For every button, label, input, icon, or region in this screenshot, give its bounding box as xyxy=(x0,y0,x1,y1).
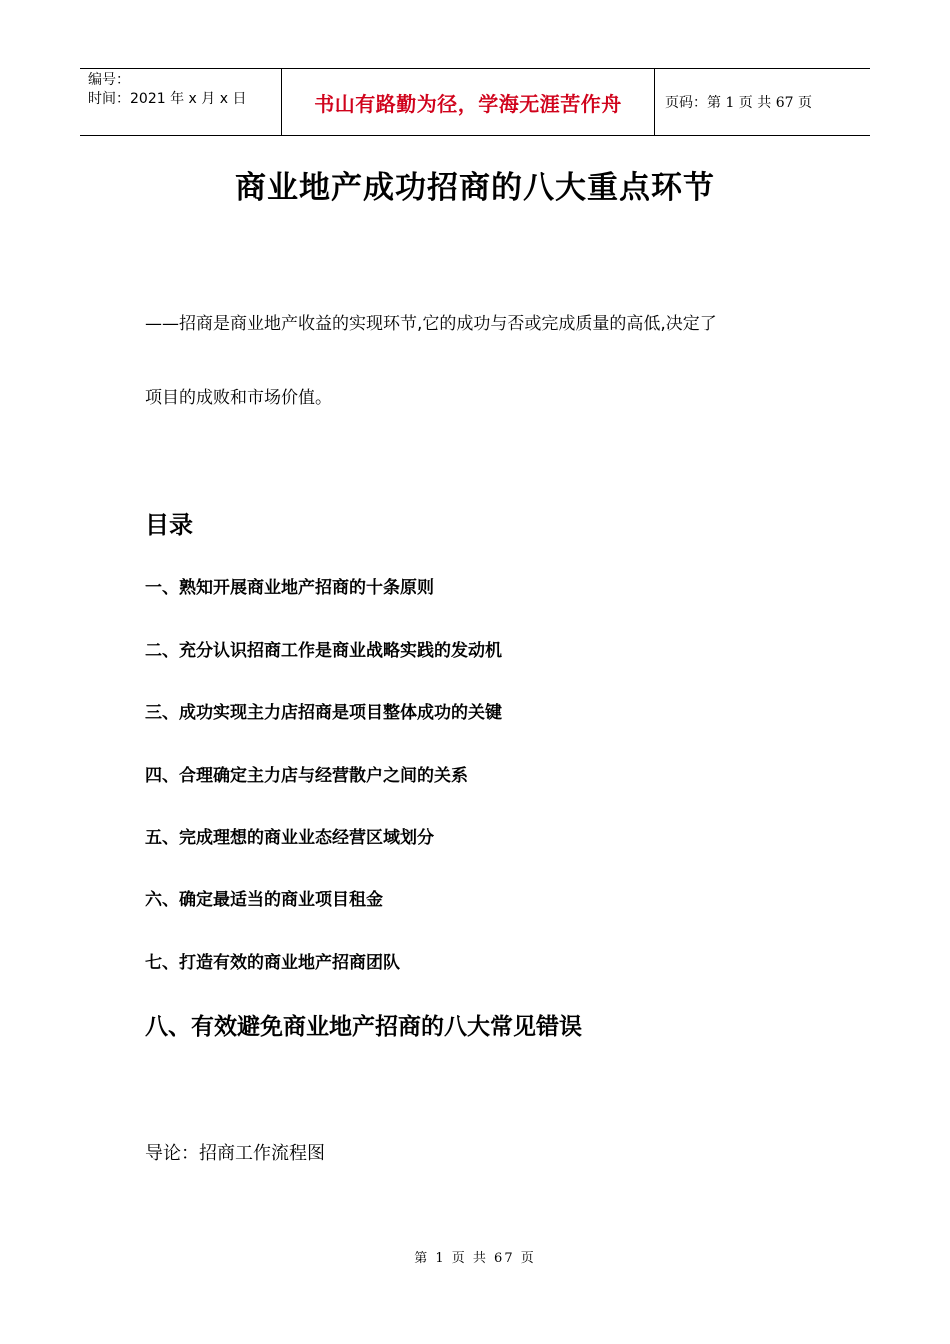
header-table xyxy=(80,68,870,136)
document-title: 商业地产成功招商的八大重点环节 xyxy=(235,170,715,206)
subtitle-line-2: 项目的成败和市场价值。 xyxy=(145,388,332,408)
toc-item[interactable]: 五、完成理想的商业业态经营区域划分 xyxy=(145,828,434,848)
page-footer: 第 1 页 共 67 页 xyxy=(414,1251,536,1266)
header-meta xyxy=(80,69,281,135)
toc-item[interactable]: 三、成功实现主力店招商是项目整体成功的关键 xyxy=(145,703,502,723)
toc-item[interactable]: 六、确定最适当的商业项目租金 xyxy=(145,890,383,910)
toc-item[interactable]: 四、合理确定主力店与经营散户之间的关系 xyxy=(145,766,468,786)
toc-item[interactable]: 二、充分认识招商工作是商业战略实践的发动机 xyxy=(145,641,502,661)
toc-heading: 目录 xyxy=(145,511,193,539)
number-label: 编号： xyxy=(88,72,130,88)
subtitle-line-1: ——招商是商业地产收益的实现环节,它的成功与否或完成质量的高低,决定了 xyxy=(145,314,717,334)
toc-item[interactable]: 一、熟知开展商业地产招商的十条原则 xyxy=(145,578,434,598)
time-label: 时间：2021 年 x 月 x 日 xyxy=(88,91,247,107)
toc-item[interactable]: 七、打造有效的商业地产招商团队 xyxy=(145,953,400,973)
header-page-info: 页码：第 1 页 共 67 页 xyxy=(665,95,812,111)
header-motto: 书山有路勤为径，学海无涯苦作舟 xyxy=(281,69,655,135)
toc-item[interactable]: 八、有效避免商业地产招商的八大常见错误 xyxy=(145,1014,582,1040)
intro-heading: 导论：招商工作流程图 xyxy=(145,1143,325,1164)
